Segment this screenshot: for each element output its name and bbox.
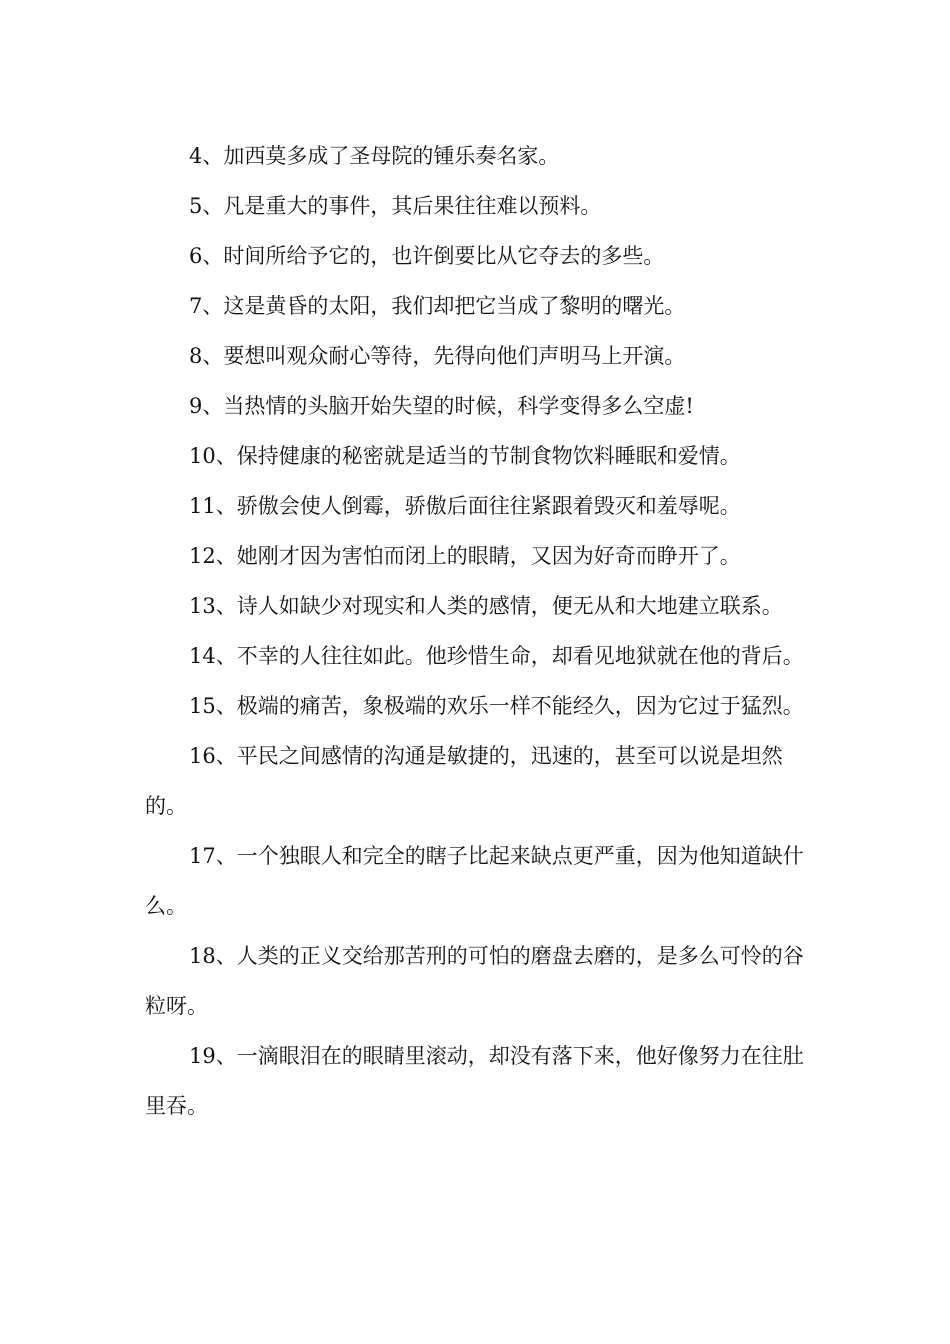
quote-item: 11、骄傲会使人倒霉，骄傲后面往往紧跟着毁灭和羞辱呢。 <box>189 494 741 518</box>
quote-item: 15、极端的痛苦，象极端的欢乐一样不能经久，因为它过于猛烈。 <box>189 694 804 718</box>
quote-item: 13、诗人如缺少对现实和人类的感情，便无从和大地建立联系。 <box>189 594 783 618</box>
quote-list <box>145 131 810 1131</box>
quote-item: 16、平民之间感情的沟通是敏捷的，迅速的，甚至可以说是坦然的。 <box>145 744 783 818</box>
quote-item: 17、一个独眼人和完全的瞎子比起来缺点更严重，因为他知道缺什么。 <box>145 844 804 918</box>
quote-item: 8、要想叫观众耐心等待，先得向他们声明马上开演。 <box>189 344 686 368</box>
quote-item: 7、这是黄昏的太阳，我们却把它当成了黎明的曙光。 <box>189 294 686 318</box>
quote-item: 19、一滴眼泪在的眼睛里滚动，却没有落下来，他好像努力在往肚里吞。 <box>145 1044 804 1118</box>
quote-item: 18、人类的正义交给那苦刑的可怕的磨盘去磨的，是多么可怜的谷粒呀。 <box>145 944 804 1018</box>
quote-item: 5、凡是重大的事件，其后果往往难以预料。 <box>189 194 602 218</box>
quote-item: 10、保持健康的秘密就是适当的节制食物饮料睡眠和爱情。 <box>189 444 741 468</box>
quote-item: 6、时间所给予它的，也许倒要比从它夺去的多些。 <box>189 244 665 268</box>
quote-item: 12、她刚才因为害怕而闭上的眼睛，又因为好奇而睁开了。 <box>189 544 741 568</box>
quote-item: 14、不幸的人往往如此。他珍惜生命，却看见地狱就在他的背后。 <box>189 644 804 668</box>
quote-item: 4、加西莫多成了圣母院的锺乐奏名家。 <box>189 144 560 168</box>
quote-item: 9、当热情的头脑开始失望的时候，科学变得多么空虚! <box>189 394 694 418</box>
